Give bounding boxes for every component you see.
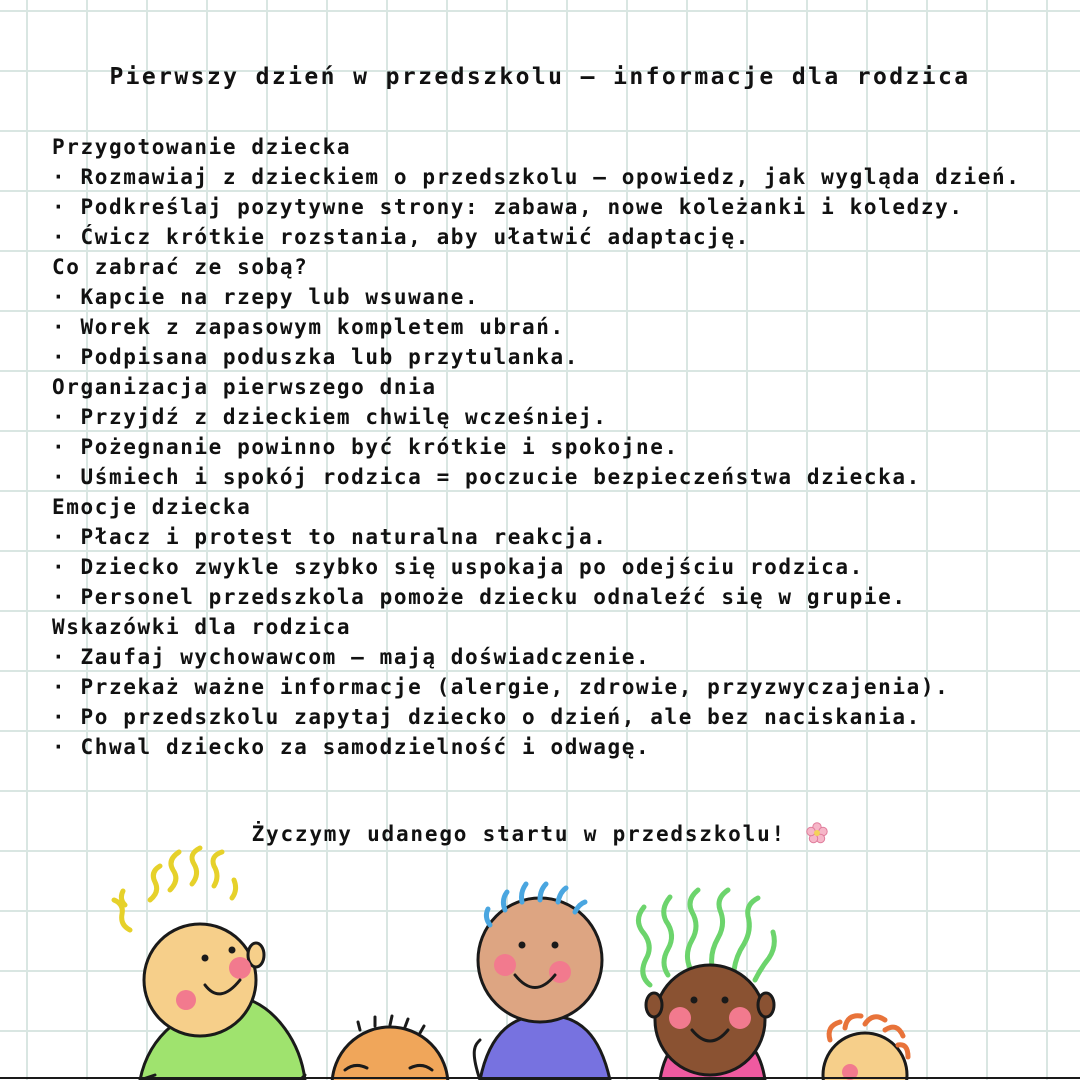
section-heading: Co zabrać ze sobą? <box>52 255 309 279</box>
child-orange-hair <box>823 1016 908 1080</box>
list-item: · Podkreślaj pozytywne strony: zabawa, nowe koleżanki i koledzy. <box>52 195 964 219</box>
section-heading: Przygotowanie dziecka <box>52 135 352 159</box>
list-item: · Ćwicz krótkie rozstania, aby ułatwić adaptację. <box>52 225 750 249</box>
list-item: · Zaufaj wychowawcom – mają doświadczenie. <box>52 645 651 669</box>
closing-text: Życzymy udanego startu w przedszkolu! <box>251 822 786 846</box>
list-item: · Kapcie na rzepy lub wsuwane. <box>52 285 480 309</box>
list-item: · Rozmawiaj z dzieckiem o przedszkolu – opowiedz, jak wygląda dzień. <box>52 165 1021 189</box>
list-item: · Po przedszkolu zapytaj dziecko o dzień, ale bez naciskania. <box>52 705 921 729</box>
list-item: · Przekaż ważne informacje (alergie, zdrowie, przyzwyczajenia). <box>52 675 950 699</box>
list-item: · Uśmiech i spokój rodzica = poczucie bezpieczeństwa dziecka. <box>52 465 921 489</box>
list-item: · Dziecko zwykle szybko się uspokaja po odejściu rodzica. <box>52 555 864 579</box>
section-heading: Organizacja pierwszego dnia <box>52 375 437 399</box>
child-peeking-orange <box>332 1016 448 1080</box>
list-item: · Personel przedszkola pomoże dziecku odnaleźć się w grupie. <box>52 585 907 609</box>
list-item: · Płacz i protest to naturalna reakcja. <box>52 525 608 549</box>
list-item: · Przyjdź z dzieckiem chwilę wcześniej. <box>52 405 608 429</box>
section-heading: Emocje dziecka <box>52 495 252 519</box>
list-item: · Pożegnanie powinno być krótkie i spokojne. <box>52 435 679 459</box>
page-title: Pierwszy dzień w przedszkolu – informacje dla rodzica <box>109 64 971 90</box>
list-item: · Podpisana poduszka lub przytulanka. <box>52 345 579 369</box>
section-tips <box>52 612 1042 762</box>
section-preparation <box>52 132 1042 252</box>
child-green-hair <box>638 890 774 1080</box>
list-item: · Worek z zapasowym kompletem ubrań. <box>52 315 565 339</box>
cartoon-children-illustration <box>0 840 1080 1080</box>
child-yellow-hair <box>114 848 305 1080</box>
info-content <box>52 132 1042 762</box>
section-emotions <box>52 492 1042 612</box>
section-heading: Wskazówki dla rodzica <box>52 615 352 639</box>
child-blue-hair <box>474 884 610 1080</box>
list-item: · Chwal dziecko za samodzielność i odwagę. <box>52 735 651 759</box>
section-what-to-bring <box>52 252 1042 372</box>
section-first-day <box>52 372 1042 492</box>
